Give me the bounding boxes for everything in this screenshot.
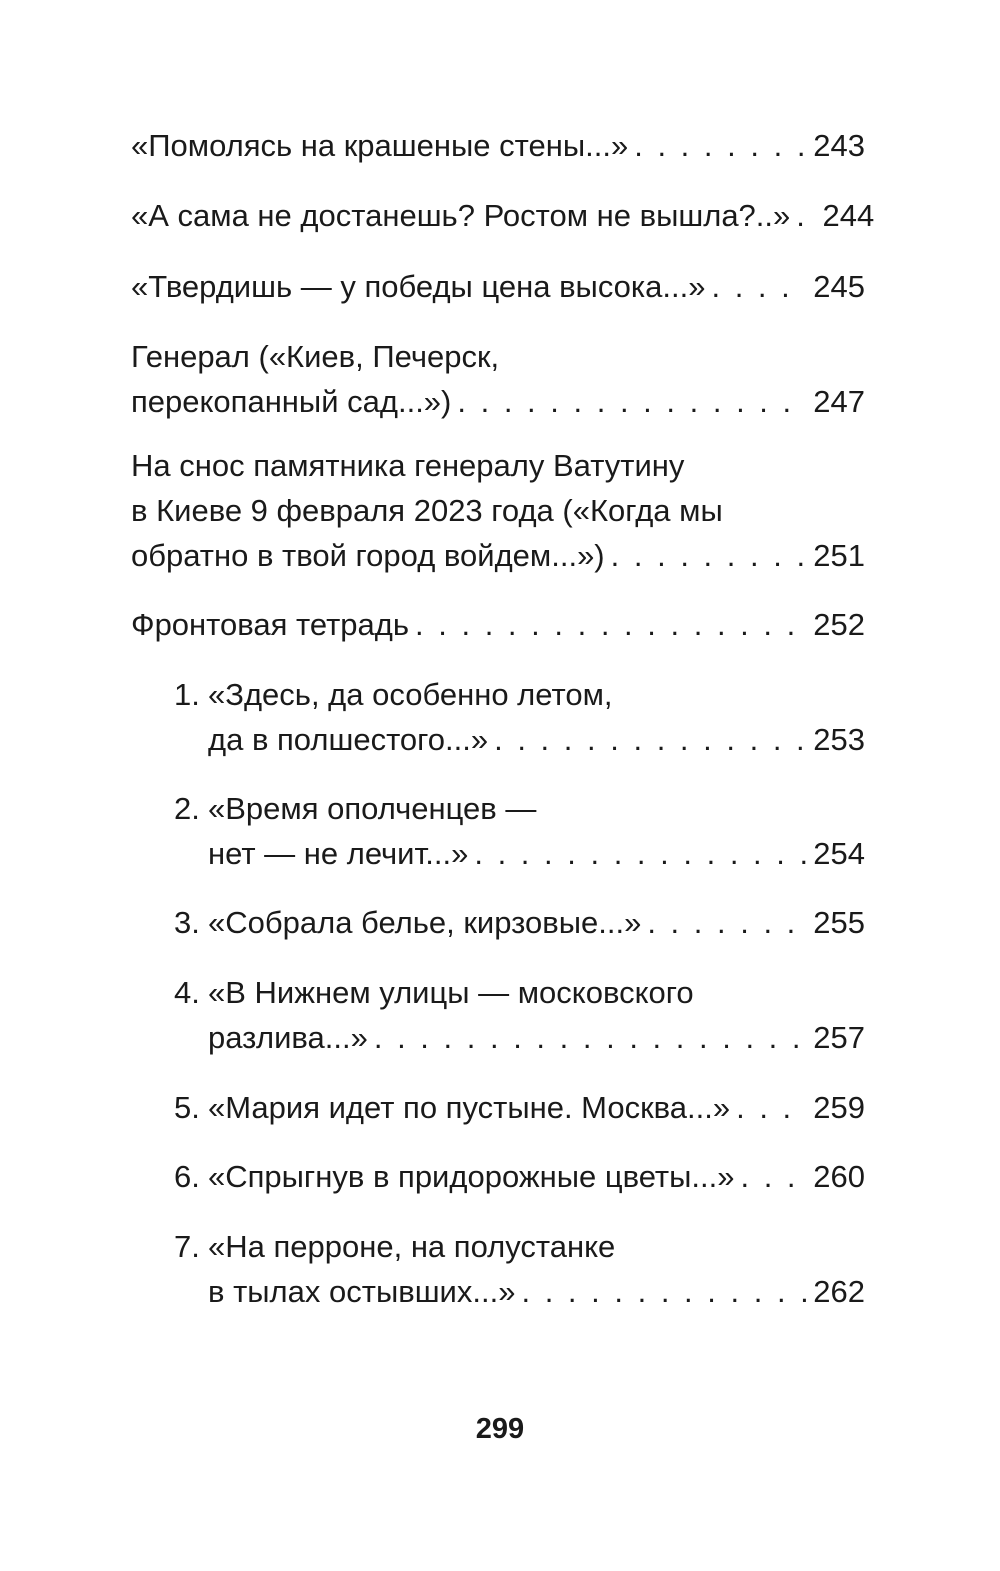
toc-entry-title: «Помолясь на крашеные стены...»: [131, 128, 629, 163]
toc-subentry: [174, 786, 865, 876]
toc-page-number: 245: [813, 269, 865, 304]
toc-entry: [131, 264, 865, 309]
dot-leader: [611, 533, 807, 578]
toc-page-number: 259: [813, 1090, 865, 1125]
toc-entry: [131, 443, 865, 578]
toc-entry-title: разлива...»: [208, 1020, 368, 1055]
page-number: 299: [475, 1413, 525, 1445]
toc-subentry: [174, 900, 865, 945]
dot-leader: [374, 1015, 807, 1060]
toc-entry-line: [174, 900, 865, 945]
toc-entry-line: [174, 1015, 865, 1060]
toc-entry-title: Фронтовая тетрадь: [131, 607, 410, 642]
toc-item-number: 2.: [174, 791, 200, 826]
toc-item-number: 7.: [174, 1229, 200, 1264]
toc-entry-line: [174, 1085, 865, 1130]
toc-entry-line: [174, 717, 865, 762]
toc-item-number: 6.: [174, 1159, 200, 1194]
toc-item-number: 1.: [174, 677, 200, 712]
toc-entry-line: [131, 533, 865, 578]
toc-entry-title: «А сама не достанешь? Ростом не вышла?..»: [131, 198, 791, 233]
dot-leader: [796, 193, 816, 238]
toc-entry-title: «Время ополченцев —: [208, 791, 537, 826]
toc-item-number: 4.: [174, 975, 200, 1010]
toc-page-number: 243: [813, 128, 865, 163]
toc-item-number: 5.: [174, 1090, 200, 1125]
toc-entry-title: «Мария идет по пустыне. Москва...»: [208, 1090, 731, 1125]
toc-subentry: [174, 1224, 865, 1314]
toc-entry-line: [131, 379, 865, 424]
toc-entry-title: обратно в твой город войдем...»): [131, 538, 605, 573]
toc-page-number: 247: [813, 384, 865, 419]
toc-entry-title: «Спрыгнув в придорожные цветы...»: [208, 1159, 735, 1194]
dot-leader: [494, 717, 807, 762]
toc-page-number: 255: [813, 905, 865, 940]
toc-entry-line: [174, 831, 865, 876]
toc-page-number: 254: [813, 836, 865, 871]
dot-leader: [711, 264, 807, 309]
toc-entry-title: Генерал («Киев, Печерск,: [131, 339, 500, 374]
toc-entry-line: [131, 602, 865, 647]
toc-entry-line: [131, 443, 865, 488]
toc-item-number: 3.: [174, 905, 200, 940]
dot-leader: [647, 900, 807, 945]
toc-entry: [131, 334, 865, 424]
toc-page-number: 253: [813, 722, 865, 757]
dot-leader: [457, 379, 807, 424]
toc-page-number: 260: [813, 1159, 865, 1194]
dot-leader: [634, 123, 807, 168]
toc-page-number: 257: [813, 1020, 865, 1055]
toc-entry-line: [174, 1154, 865, 1199]
toc-page-number: 252: [813, 607, 865, 642]
toc-entry-line: [174, 1224, 865, 1269]
toc-entry-line: [174, 786, 865, 831]
toc-subentry: [174, 672, 865, 762]
toc-entry-title: На снос памятника генералу Ватутину: [131, 448, 685, 483]
toc-entry-title: в тылах остывших...»: [208, 1274, 516, 1309]
toc-page-number: 262: [813, 1274, 865, 1309]
dot-leader: [740, 1154, 807, 1199]
toc-entry-line: [131, 334, 865, 379]
toc-entry-title: «Собрала белье, кирзовые...»: [208, 905, 642, 940]
toc-entry-title: «Твердишь — у победы цена высока...»: [131, 269, 706, 304]
toc-entry-line: [174, 1269, 865, 1314]
toc-entry-title: в Киеве 9 февраля 2023 года («Когда мы: [131, 493, 723, 528]
toc-entry-line: [131, 123, 865, 168]
toc-entry-line: [174, 970, 865, 1015]
toc-entry: [131, 123, 865, 168]
dot-leader: [415, 602, 807, 647]
toc-entry-title: «В Нижнем улицы — московского: [208, 975, 694, 1010]
toc-entry: [131, 602, 865, 647]
toc-subentry: [174, 970, 865, 1060]
toc-entry-title: «На перроне, на полустанке: [208, 1229, 616, 1264]
toc-entry-title: да в полшестого...»: [208, 722, 489, 757]
toc-entry-title: перекопанный сад...»): [131, 384, 452, 419]
toc-entry-line: [131, 193, 875, 238]
toc-entry: [131, 193, 875, 238]
toc-entry-title: «Здесь, да особенно летом,: [208, 677, 613, 712]
toc-entry-line: [131, 488, 865, 533]
toc-page-number: 244: [822, 198, 875, 233]
toc-entry-line: [174, 672, 865, 717]
dot-leader: [736, 1085, 807, 1130]
dot-leader: [474, 831, 807, 876]
dot-leader: [521, 1269, 807, 1314]
toc-page-number: 251: [813, 538, 865, 573]
toc-subentry: [174, 1085, 865, 1130]
toc-entry-title: нет — не лечит...»: [208, 836, 469, 871]
toc-entry-line: [131, 264, 865, 309]
toc-subentry: [174, 1154, 865, 1199]
